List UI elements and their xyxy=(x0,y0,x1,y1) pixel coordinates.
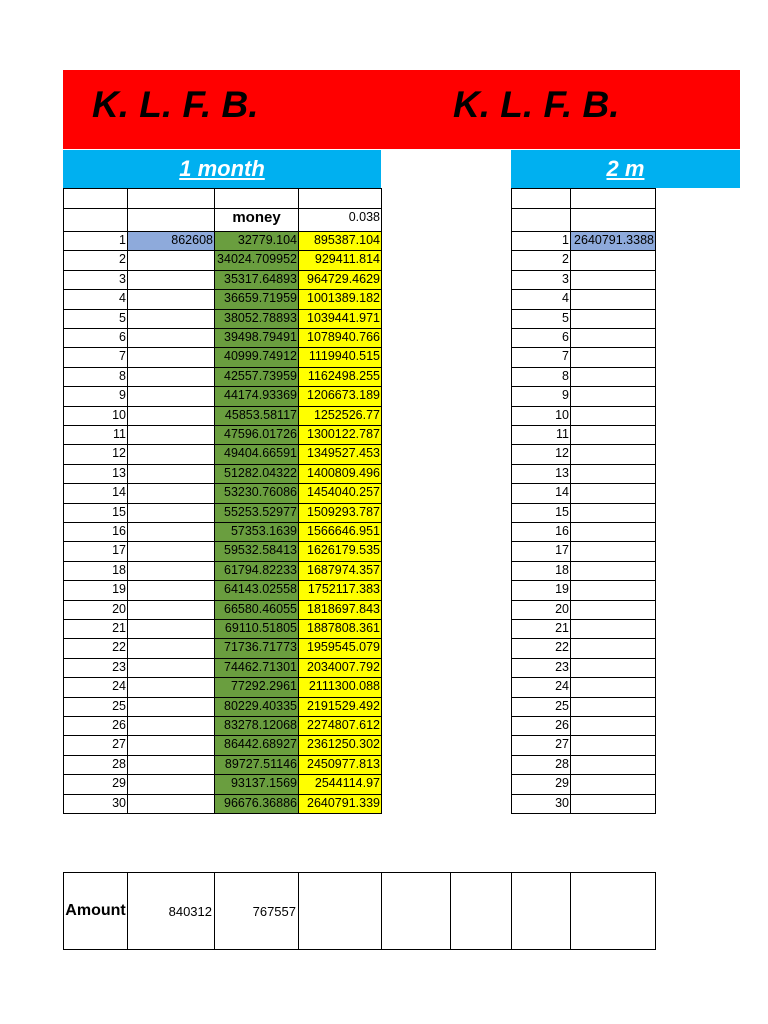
interest-cell[interactable]: 38052.78893 xyxy=(214,309,299,329)
interest-cell[interactable]: 42557.73959 xyxy=(214,367,299,387)
interest-cell[interactable]: 44174.93369 xyxy=(214,386,299,406)
row-number[interactable]: 25 xyxy=(63,697,128,717)
interest-cell[interactable]: 51282.04322 xyxy=(214,464,299,484)
interest-cell[interactable]: 83278.12068 xyxy=(214,716,299,736)
principal-cell[interactable] xyxy=(127,774,215,794)
principal-cell[interactable] xyxy=(127,658,215,678)
principal-cell[interactable] xyxy=(127,328,215,348)
row-number[interactable]: 21 xyxy=(511,619,571,639)
amount-cell[interactable] xyxy=(298,872,382,950)
principal-cell[interactable] xyxy=(127,444,215,464)
principal-cell[interactable] xyxy=(570,794,656,814)
row-number[interactable]: 26 xyxy=(63,716,128,736)
principal-cell[interactable] xyxy=(570,580,656,600)
row-number[interactable]: 10 xyxy=(511,406,571,426)
row-number[interactable]: 7 xyxy=(63,347,128,367)
principal-cell[interactable] xyxy=(127,309,215,329)
row-number[interactable]: 17 xyxy=(511,541,571,561)
row-number[interactable]: 24 xyxy=(63,677,128,697)
row-number[interactable]: 28 xyxy=(63,755,128,775)
principal-cell[interactable] xyxy=(570,503,656,523)
interest-cell[interactable]: 55253.52977 xyxy=(214,503,299,523)
row-number[interactable]: 16 xyxy=(63,522,128,542)
row-number[interactable]: 13 xyxy=(63,464,128,484)
principal-cell[interactable] xyxy=(127,697,215,717)
row-number[interactable]: 7 xyxy=(511,347,571,367)
row-number[interactable]: 10 xyxy=(63,406,128,426)
row-number[interactable]: 8 xyxy=(63,367,128,387)
principal-cell[interactable] xyxy=(127,735,215,755)
row-number[interactable]: 14 xyxy=(511,483,571,503)
principal-cell[interactable] xyxy=(570,619,656,639)
row-number[interactable]: 13 xyxy=(511,464,571,484)
principal-cell[interactable] xyxy=(127,270,215,290)
interest-cell[interactable]: 32779.104 xyxy=(214,231,299,251)
principal-cell[interactable] xyxy=(570,697,656,717)
row-number[interactable]: 15 xyxy=(511,503,571,523)
row-number[interactable]: 15 xyxy=(63,503,128,523)
row-number[interactable]: 18 xyxy=(63,561,128,581)
row-number[interactable]: 19 xyxy=(63,580,128,600)
interest-cell[interactable]: 49404.66591 xyxy=(214,444,299,464)
principal-cell[interactable] xyxy=(570,406,656,426)
total-cell[interactable]: 1119940.515 xyxy=(298,347,382,367)
total-cell[interactable]: 1818697.843 xyxy=(298,600,382,620)
grid-cell[interactable] xyxy=(127,188,215,209)
total-cell[interactable]: 2111300.088 xyxy=(298,677,382,697)
principal-cell[interactable] xyxy=(570,774,656,794)
total-cell[interactable]: 1206673.189 xyxy=(298,386,382,406)
grid-cell[interactable] xyxy=(214,188,299,209)
total-cell[interactable]: 1454040.257 xyxy=(298,483,382,503)
amount-cell[interactable] xyxy=(381,872,451,950)
month-2-header[interactable]: 2 m xyxy=(511,150,740,188)
row-number[interactable]: 25 xyxy=(511,697,571,717)
banner-title-right: K. L. F. B. xyxy=(453,84,620,125)
principal-cell[interactable] xyxy=(570,270,656,290)
total-cell[interactable]: 2450977.813 xyxy=(298,755,382,775)
principal-cell[interactable] xyxy=(570,561,656,581)
interest-cell[interactable]: 47596.01726 xyxy=(214,425,299,445)
principal-cell[interactable] xyxy=(570,600,656,620)
row-number[interactable]: 14 xyxy=(63,483,128,503)
principal-cell[interactable] xyxy=(570,638,656,658)
interest-cell[interactable]: 64143.02558 xyxy=(214,580,299,600)
principal-cell[interactable] xyxy=(570,425,656,445)
principal-cell[interactable] xyxy=(127,677,215,697)
row-number[interactable]: 24 xyxy=(511,677,571,697)
principal-cell[interactable] xyxy=(570,658,656,678)
grid-cell[interactable] xyxy=(511,208,571,232)
row-number[interactable]: 4 xyxy=(63,289,128,309)
interest-cell[interactable]: 96676.36886 xyxy=(214,794,299,814)
total-cell[interactable]: 1687974.357 xyxy=(298,561,382,581)
total-cell[interactable]: 1252526.77 xyxy=(298,406,382,426)
row-number[interactable]: 2 xyxy=(63,250,128,270)
row-number[interactable]: 1 xyxy=(511,231,571,251)
principal-cell[interactable] xyxy=(570,677,656,697)
principal-cell[interactable] xyxy=(570,289,656,309)
total-cell[interactable]: 1001389.182 xyxy=(298,289,382,309)
row-number[interactable]: 5 xyxy=(511,309,571,329)
row-number[interactable]: 20 xyxy=(511,600,571,620)
row-number[interactable]: 27 xyxy=(511,735,571,755)
row-number[interactable]: 28 xyxy=(511,755,571,775)
total-cell[interactable]: 1078940.766 xyxy=(298,328,382,348)
total-cell[interactable]: 1626179.535 xyxy=(298,541,382,561)
total-cell[interactable]: 929411.814 xyxy=(298,250,382,270)
interest-cell[interactable]: 39498.79491 xyxy=(214,328,299,348)
row-number[interactable]: 30 xyxy=(63,794,128,814)
interest-cell[interactable]: 34024.709952 xyxy=(214,250,299,270)
month-1-header[interactable]: 1 month xyxy=(63,150,381,188)
row-number[interactable]: 17 xyxy=(63,541,128,561)
interest-cell[interactable]: 45853.58117 xyxy=(214,406,299,426)
row-number[interactable]: 1 xyxy=(63,231,128,251)
amount-label[interactable]: Amount xyxy=(63,872,128,950)
principal-cell[interactable] xyxy=(570,541,656,561)
grid-cell[interactable] xyxy=(570,188,656,209)
row-number[interactable]: 22 xyxy=(63,638,128,658)
interest-cell[interactable]: 80229.40335 xyxy=(214,697,299,717)
interest-cell[interactable]: 89727.51146 xyxy=(214,755,299,775)
amount-cell[interactable] xyxy=(450,872,512,950)
total-cell[interactable]: 1566646.951 xyxy=(298,522,382,542)
grid-cell[interactable] xyxy=(127,208,215,232)
principal-cell[interactable] xyxy=(570,522,656,542)
principal-cell[interactable] xyxy=(127,541,215,561)
principal-cell[interactable] xyxy=(570,347,656,367)
principal-cell[interactable] xyxy=(570,386,656,406)
total-cell[interactable]: 2274807.612 xyxy=(298,716,382,736)
principal-cell[interactable] xyxy=(570,755,656,775)
principal-cell[interactable] xyxy=(127,347,215,367)
total-cell[interactable]: 964729.4629 xyxy=(298,270,382,290)
principal-cell[interactable] xyxy=(127,367,215,387)
interest-cell[interactable]: 35317.64893 xyxy=(214,270,299,290)
total-cell[interactable]: 2640791.339 xyxy=(298,794,382,814)
row-number[interactable]: 3 xyxy=(63,270,128,290)
interest-cell[interactable]: 93137.1569 xyxy=(214,774,299,794)
banner-title-left: K. L. F. B. xyxy=(92,84,259,125)
principal-cell[interactable]: 2640791.3388 xyxy=(570,231,656,251)
money-label[interactable]: money xyxy=(214,208,299,232)
row-number[interactable]: 27 xyxy=(63,735,128,755)
row-number[interactable]: 11 xyxy=(511,425,571,445)
row-number[interactable]: 21 xyxy=(63,619,128,639)
row-number[interactable]: 2 xyxy=(511,250,571,270)
principal-cell[interactable] xyxy=(127,716,215,736)
rate-value[interactable]: 0.038 xyxy=(298,208,382,232)
interest-cell[interactable]: 71736.71773 xyxy=(214,638,299,658)
principal-cell[interactable] xyxy=(570,444,656,464)
row-number[interactable]: 22 xyxy=(511,638,571,658)
principal-cell[interactable] xyxy=(127,755,215,775)
interest-cell[interactable]: 40999.74912 xyxy=(214,347,299,367)
interest-cell[interactable]: 69110.51805 xyxy=(214,619,299,639)
interest-cell[interactable]: 59532.58413 xyxy=(214,541,299,561)
total-cell[interactable]: 2034007.792 xyxy=(298,658,382,678)
row-number[interactable]: 6 xyxy=(511,328,571,348)
row-number[interactable]: 12 xyxy=(511,444,571,464)
row-number[interactable]: 4 xyxy=(511,289,571,309)
row-number[interactable]: 23 xyxy=(63,658,128,678)
principal-cell[interactable] xyxy=(127,638,215,658)
row-number[interactable]: 6 xyxy=(63,328,128,348)
row-number[interactable]: 3 xyxy=(511,270,571,290)
row-number[interactable]: 5 xyxy=(63,309,128,329)
interest-cell[interactable]: 57353.1639 xyxy=(214,522,299,542)
principal-cell[interactable] xyxy=(127,250,215,270)
total-cell[interactable]: 1887808.361 xyxy=(298,619,382,639)
interest-cell[interactable]: 77292.2961 xyxy=(214,677,299,697)
principal-cell[interactable] xyxy=(127,794,215,814)
total-cell[interactable]: 2191529.492 xyxy=(298,697,382,717)
total-cell[interactable]: 1300122.787 xyxy=(298,425,382,445)
amount-cell[interactable]: 840312 xyxy=(127,872,215,950)
row-number[interactable]: 12 xyxy=(63,444,128,464)
row-number[interactable]: 29 xyxy=(511,774,571,794)
principal-cell[interactable] xyxy=(127,483,215,503)
principal-cell[interactable] xyxy=(570,328,656,348)
grid-cell[interactable] xyxy=(63,188,128,209)
principal-cell[interactable] xyxy=(570,483,656,503)
principal-cell[interactable] xyxy=(127,561,215,581)
total-cell[interactable]: 1959545.079 xyxy=(298,638,382,658)
interest-cell[interactable]: 66580.46055 xyxy=(214,600,299,620)
row-number[interactable]: 30 xyxy=(511,794,571,814)
total-cell[interactable]: 1162498.255 xyxy=(298,367,382,387)
interest-cell[interactable]: 53230.76086 xyxy=(214,483,299,503)
principal-cell[interactable] xyxy=(570,367,656,387)
principal-cell[interactable] xyxy=(127,619,215,639)
total-cell[interactable]: 2544114.97 xyxy=(298,774,382,794)
principal-cell[interactable] xyxy=(570,716,656,736)
interest-cell[interactable]: 86442.68927 xyxy=(214,735,299,755)
row-number[interactable]: 19 xyxy=(511,580,571,600)
principal-cell[interactable] xyxy=(570,735,656,755)
grid-cell[interactable] xyxy=(511,188,571,209)
principal-cell[interactable] xyxy=(570,309,656,329)
principal-cell[interactable] xyxy=(127,522,215,542)
principal-cell[interactable] xyxy=(127,580,215,600)
total-cell[interactable]: 1400809.496 xyxy=(298,464,382,484)
principal-cell[interactable] xyxy=(570,250,656,270)
row-number[interactable]: 8 xyxy=(511,367,571,387)
grid-cell[interactable] xyxy=(298,188,382,209)
amount-cell[interactable]: 767557 xyxy=(214,872,299,950)
total-cell[interactable]: 2361250.302 xyxy=(298,735,382,755)
row-number[interactable]: 9 xyxy=(63,386,128,406)
total-cell[interactable]: 1509293.787 xyxy=(298,503,382,523)
grid-cell[interactable] xyxy=(570,208,656,232)
principal-cell[interactable]: 862608 xyxy=(127,231,215,251)
row-number[interactable]: 29 xyxy=(63,774,128,794)
row-number[interactable]: 16 xyxy=(511,522,571,542)
total-cell[interactable]: 1039441.971 xyxy=(298,309,382,329)
row-number[interactable]: 11 xyxy=(63,425,128,445)
total-cell[interactable]: 1752117.383 xyxy=(298,580,382,600)
row-number[interactable]: 9 xyxy=(511,386,571,406)
principal-cell[interactable] xyxy=(127,464,215,484)
principal-cell[interactable] xyxy=(127,386,215,406)
row-number[interactable]: 18 xyxy=(511,561,571,581)
total-cell[interactable]: 1349527.453 xyxy=(298,444,382,464)
principal-cell[interactable] xyxy=(127,406,215,426)
principal-cell[interactable] xyxy=(570,464,656,484)
principal-cell[interactable] xyxy=(127,600,215,620)
row-number[interactable]: 23 xyxy=(511,658,571,678)
interest-cell[interactable]: 61794.82233 xyxy=(214,561,299,581)
row-number[interactable]: 20 xyxy=(63,600,128,620)
total-cell[interactable]: 895387.104 xyxy=(298,231,382,251)
amount-cell[interactable] xyxy=(511,872,571,950)
amount-cell[interactable] xyxy=(570,872,656,950)
grid-cell[interactable] xyxy=(63,208,128,232)
principal-cell[interactable] xyxy=(127,425,215,445)
principal-cell[interactable] xyxy=(127,503,215,523)
interest-cell[interactable]: 36659.71959 xyxy=(214,289,299,309)
interest-cell[interactable]: 74462.71301 xyxy=(214,658,299,678)
row-number[interactable]: 26 xyxy=(511,716,571,736)
principal-cell[interactable] xyxy=(127,289,215,309)
